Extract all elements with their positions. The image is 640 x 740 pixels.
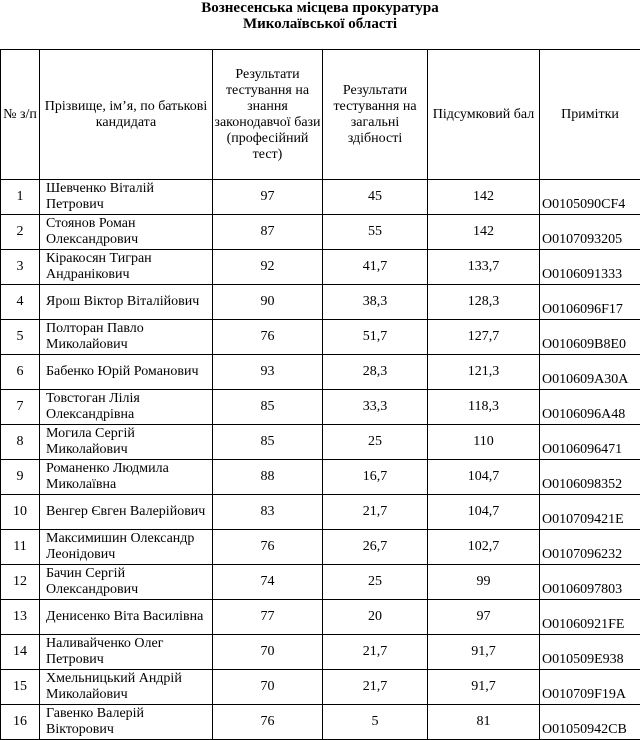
total-score: 127,7 (428, 320, 540, 355)
note-code: O010609B8E0 (540, 320, 640, 355)
professional-test-score: 92 (213, 250, 323, 285)
candidate-name: Кіракосян Тигран Андранікович (40, 250, 213, 285)
general-abilities-score: 45 (323, 180, 428, 215)
table-row (1, 460, 640, 495)
total-score: 102,7 (428, 530, 540, 565)
row-number: 9 (1, 460, 40, 495)
row-number: 16 (1, 705, 40, 740)
document-title-line1: Вознесенська місцева прокуратура (0, 0, 640, 17)
total-score: 133,7 (428, 250, 540, 285)
header-number: № з/п (1, 50, 40, 180)
total-score: 142 (428, 215, 540, 250)
general-abilities-score: 55 (323, 215, 428, 250)
candidate-name: Товстоган Лілія Олександрівна (40, 390, 213, 425)
total-score: 81 (428, 705, 540, 740)
professional-test-score: 93 (213, 355, 323, 390)
note-code: O01050942CB (540, 705, 640, 740)
header-general-abilities: Результати тестування на загальні здібності (323, 50, 428, 180)
professional-test-score: 90 (213, 285, 323, 320)
general-abilities-score: 25 (323, 425, 428, 460)
table-row (1, 705, 640, 740)
candidate-name: Полторан Павло Миколайович (40, 320, 213, 355)
professional-test-score: 70 (213, 635, 323, 670)
total-score: 99 (428, 565, 540, 600)
table-row (1, 285, 640, 320)
note-code: O0106096A48 (540, 390, 640, 425)
professional-test-score: 85 (213, 390, 323, 425)
candidate-name: Хмельницький Андрій Миколайович (40, 670, 213, 705)
header-total-score: Підсумковий бал (428, 50, 540, 180)
general-abilities-score: 25 (323, 565, 428, 600)
general-abilities-score: 41,7 (323, 250, 428, 285)
table-row (1, 250, 640, 285)
candidate-name: Могила Сергій Миколайович (40, 425, 213, 460)
general-abilities-score: 33,3 (323, 390, 428, 425)
candidate-name: Наливайченко Олег Петрович (40, 635, 213, 670)
note-code: O010709F19A (540, 670, 640, 705)
row-number: 2 (1, 215, 40, 250)
note-code: O010609A30A (540, 355, 640, 390)
note-code: O0106091333 (540, 250, 640, 285)
table-row (1, 670, 640, 705)
header-professional-test: Результати тестування на знання законодавчої бази (професійний тест) (213, 50, 323, 180)
professional-test-score: 87 (213, 215, 323, 250)
note-code: O0107093205 (540, 215, 640, 250)
note-code: O0106098352 (540, 460, 640, 495)
note-code: O0106096471 (540, 425, 640, 460)
candidate-name: Бабенко Юрій Романович (40, 355, 213, 390)
header-notes: Примітки (540, 50, 640, 180)
note-code: O010709421E (540, 495, 640, 530)
table-row (1, 600, 640, 635)
candidate-name: Стоянов Роман Олександрович (40, 215, 213, 250)
candidate-name: Шевченко Віталій Петрович (40, 180, 213, 215)
general-abilities-score: 5 (323, 705, 428, 740)
total-score: 128,3 (428, 285, 540, 320)
row-number: 1 (1, 180, 40, 215)
results-table (0, 49, 640, 740)
note-code: O0106096F17 (540, 285, 640, 320)
professional-test-score: 74 (213, 565, 323, 600)
row-number: 14 (1, 635, 40, 670)
general-abilities-score: 21,7 (323, 635, 428, 670)
professional-test-score: 77 (213, 600, 323, 635)
table-row (1, 530, 640, 565)
general-abilities-score: 20 (323, 600, 428, 635)
table-row (1, 425, 640, 460)
candidate-name: Денисенко Віта Василівна (40, 600, 213, 635)
total-score: 91,7 (428, 635, 540, 670)
professional-test-score: 97 (213, 180, 323, 215)
general-abilities-score: 16,7 (323, 460, 428, 495)
general-abilities-score: 51,7 (323, 320, 428, 355)
professional-test-score: 76 (213, 705, 323, 740)
candidate-name: Романенко Людмила Миколаївна (40, 460, 213, 495)
professional-test-score: 70 (213, 670, 323, 705)
note-code: O010509E938 (540, 635, 640, 670)
professional-test-score: 83 (213, 495, 323, 530)
row-number: 7 (1, 390, 40, 425)
row-number: 4 (1, 285, 40, 320)
candidate-name: Бачин Сергій Олександрович (40, 565, 213, 600)
header-candidate-name: Прізвище, ім’я, по батькові кандидата (40, 50, 213, 180)
row-number: 6 (1, 355, 40, 390)
total-score: 104,7 (428, 460, 540, 495)
professional-test-score: 76 (213, 320, 323, 355)
note-code: O0107096232 (540, 530, 640, 565)
row-number: 13 (1, 600, 40, 635)
total-score: 97 (428, 600, 540, 635)
total-score: 121,3 (428, 355, 540, 390)
note-code: O01060921FE (540, 600, 640, 635)
general-abilities-score: 21,7 (323, 495, 428, 530)
table-row (1, 495, 640, 530)
table-row (1, 390, 640, 425)
professional-test-score: 85 (213, 425, 323, 460)
table-row (1, 635, 640, 670)
general-abilities-score: 26,7 (323, 530, 428, 565)
candidate-name: Венгер Євген Валерійович (40, 495, 213, 530)
candidate-name: Ярош Віктор Віталійович (40, 285, 213, 320)
candidate-name: Гавенко Валерій Вікторович (40, 705, 213, 740)
table-row (1, 565, 640, 600)
row-number: 11 (1, 530, 40, 565)
professional-test-score: 88 (213, 460, 323, 495)
row-number: 12 (1, 565, 40, 600)
total-score: 104,7 (428, 495, 540, 530)
table-row (1, 180, 640, 215)
note-code: O0105090CF4 (540, 180, 640, 215)
document-title-line2: Миколаївської області (0, 16, 640, 33)
total-score: 110 (428, 425, 540, 460)
row-number: 15 (1, 670, 40, 705)
table-row (1, 320, 640, 355)
candidate-name: Максимишин Олександр Леонідович (40, 530, 213, 565)
total-score: 118,3 (428, 390, 540, 425)
general-abilities-score: 28,3 (323, 355, 428, 390)
total-score: 142 (428, 180, 540, 215)
row-number: 5 (1, 320, 40, 355)
total-score: 91,7 (428, 670, 540, 705)
note-code: O0106097803 (540, 565, 640, 600)
table-row (1, 215, 640, 250)
table-row (1, 355, 640, 390)
general-abilities-score: 38,3 (323, 285, 428, 320)
professional-test-score: 76 (213, 530, 323, 565)
row-number: 8 (1, 425, 40, 460)
row-number: 3 (1, 250, 40, 285)
table-header-row (1, 50, 640, 180)
row-number: 10 (1, 495, 40, 530)
general-abilities-score: 21,7 (323, 670, 428, 705)
